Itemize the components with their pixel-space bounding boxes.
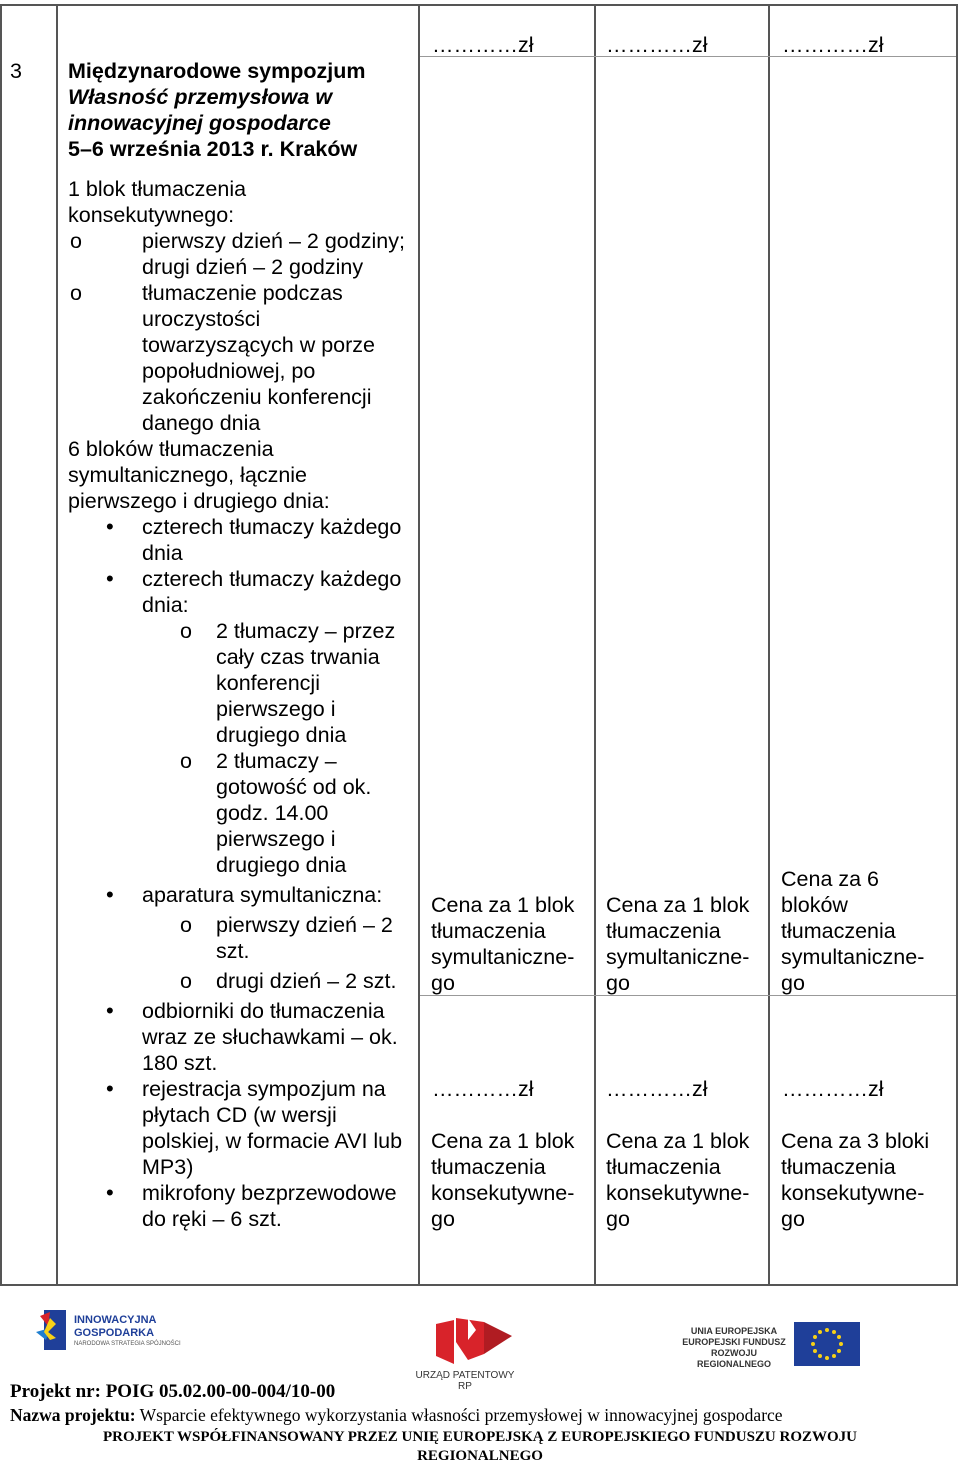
list-item: o pierwszy dzień – 2 szt. [68,912,413,964]
project-number [10,1381,335,1403]
row-number: 3 [10,59,22,83]
list-item: • odbiorniki do tłumaczenia wraz ze słuchawkami – ok. 180 szt. [68,998,413,1076]
list-item: • czterech tłumaczy każdego dnia: [68,566,413,618]
eu-flag-icon [794,1322,860,1366]
list-item: o pierwszy dzień – 2 godziny; drugi dzień – 2 godziny [68,228,413,280]
table-border [0,1284,958,1286]
ig-mark-icon [36,1310,70,1356]
title-line: 5–6 września 2013 r. Kraków [68,137,358,161]
urp-mark-icon [428,1312,512,1368]
desc-intro: 6 bloków tłumaczenia symultanicznego, łącznie pierwszego i drugiego dnia: [68,437,330,513]
desc-intro: 1 blok tłumaczenia konsekutywnego: [68,177,247,227]
project-name-label: Nazwa projektu: [10,1405,136,1425]
price-label-consecutive: Cena za 1 blok tłumaczenia konsekutywne-go [431,1129,575,1231]
cofinancing-note [10,1428,950,1466]
price-placeholder: …………zł [606,1077,708,1101]
price-placeholder: …………zł [782,33,884,57]
price-label-simultaneous: Cena za 1 blok tłumaczenia symultaniczne-go [431,893,575,995]
list-item: o drugi dzień – 2 szt. [68,968,413,994]
list-item: • aparatura symultaniczna: [68,882,413,908]
price-label-consecutive: Cena za 1 blok tłumaczenia konsekutywne-go [606,1129,750,1231]
footer-logos [0,1300,960,1390]
urp-label: URZĄD PATENTOWY RP [415,1370,515,1392]
cofinancing-line: REGIONALNEGO [417,1448,543,1464]
table-border [56,4,58,1285]
table-border [0,4,958,6]
title-line: Własność przemysłowa w [68,85,333,109]
price-placeholder: …………zł [432,33,534,57]
project-number-label: Projekt nr: [10,1381,101,1402]
price-label-consecutive: Cena za 3 bloki tłumaczenia konsekutywne-go [781,1129,930,1231]
row-description [68,176,413,1232]
list-item: o 2 tłumaczy – gotowość od ok. godz. 14.00 pierwszego i drugiego dnia [68,748,413,878]
list-item: • czterech tłumaczy każdego dnia [68,514,413,566]
innowacyjna-gospodarka-logo [36,1310,186,1360]
list-item: o 2 tłumaczy – przez cały czas trwania konferencji pierwszego i drugiego dnia [68,618,413,748]
table-border [768,4,770,1285]
list-item: o tłumaczenie podczas uroczystości towarzyszących w porze popołudniowej, po zakończeniu konferencji danego dnia [68,280,413,436]
project-number-value: POIG 05.02.00-00-004/10-00 [105,1381,336,1402]
project-name-value: Wsparcie efektywnego wykorzystania własności przemysłowej w innowacyjnej gospodarce [139,1405,783,1425]
table-border [594,4,596,1285]
price-label-simultaneous: Cena za 6 bloków tłumaczenia symultaniczne-go [781,867,925,995]
ig-line: GOSPODARKA [74,1327,155,1339]
list-item: • mikrofony bezprzewodowe do ręki – 6 szt. [68,1180,413,1232]
title-line: innowacyjnej gospodarce [68,111,331,135]
ue-line: UNIA EUROPEJSKA [690,1326,778,1336]
title-line: Międzynarodowe sympozjum [68,59,366,83]
table-border [418,4,420,1285]
project-name [10,1405,783,1426]
row-title [68,58,408,162]
list-item: • rejestracja sympozjum na płytach CD (w wersji polskiej, w formacie AVI lub MP3) [68,1076,413,1180]
ig-line: NARODOWA STRATEGIA SPÓJNOŚCI [74,1341,181,1347]
table-border [0,4,2,1285]
cofinancing-line: PROJEKT WSPÓŁFINANSOWANY PRZEZ UNIĘ EUROPEJSKĄ Z EUROPEJSKIEGO FUNDUSZU ROZWOJU [103,1429,857,1445]
table-border [956,4,958,1285]
urzad-patentowy-logo [410,1312,520,1392]
price-placeholder: …………zł [606,33,708,57]
ue-line: EUROPEJSKI FUNDUSZ [682,1337,786,1347]
ig-line: INNOWACYJNA [74,1314,157,1326]
unia-europejska-logo [678,1322,863,1367]
price-label-simultaneous: Cena za 1 blok tłumaczenia symultaniczne-go [606,893,750,995]
price-placeholder: …………zł [432,1077,534,1101]
price-placeholder: …………zł [782,1077,884,1101]
ue-line: ROZWOJU REGIONALNEGO [696,1348,771,1369]
